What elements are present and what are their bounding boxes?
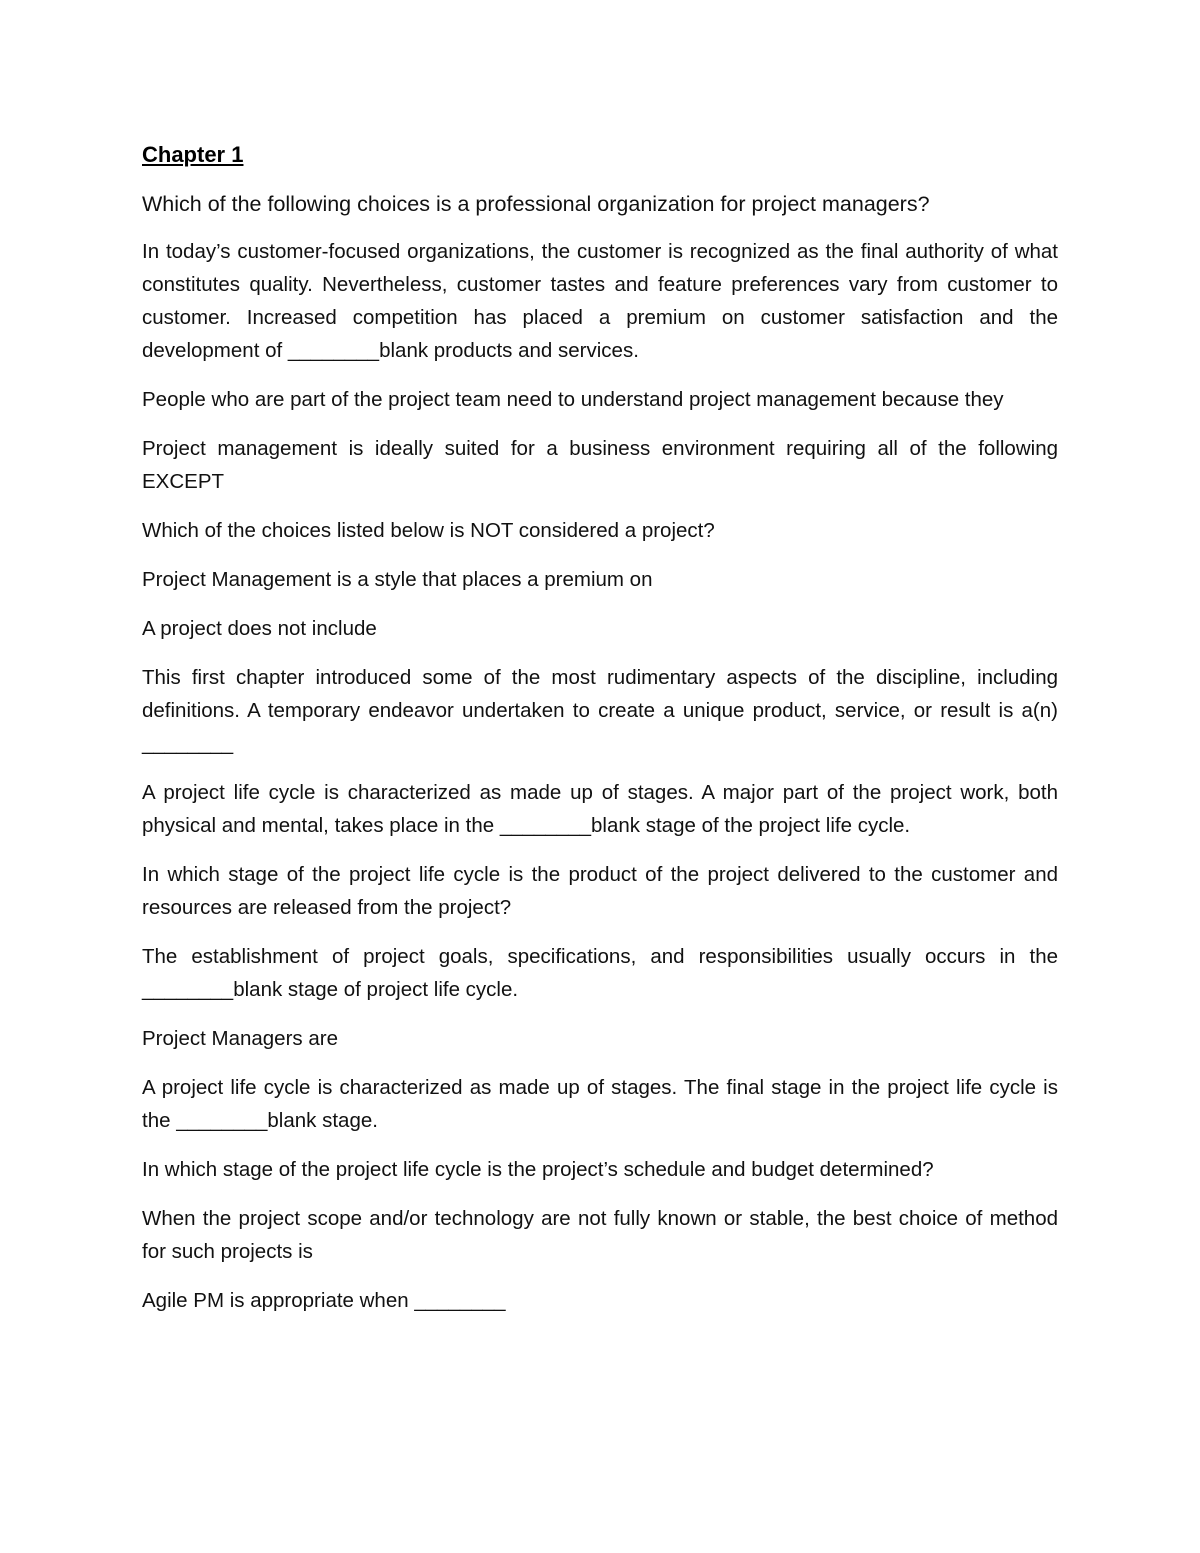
question-1: Which of the following choices is a professional organization for project managers? [142, 192, 930, 216]
question-11: The establishment of project goals, specifications, and responsibilities usually occurs in the ________blank stage of project life cycle. [142, 945, 1058, 1001]
question-4: Project management is ideally suited for a business environment requiring all of the following EXCEPT [142, 437, 1058, 493]
question-5: Which of the choices listed below is NOT considered a project? [142, 519, 715, 542]
chapter-title: Chapter 1 [142, 142, 244, 167]
question-12: Project Managers are [142, 1027, 338, 1050]
question-7: A project does not include [142, 617, 377, 640]
question-16: Agile PM is appropriate when ________ [142, 1289, 506, 1312]
question-6: Project Management is a style that places a premium on [142, 568, 653, 591]
question-14: In which stage of the project life cycle is the project’s schedule and budget determined? [142, 1158, 934, 1181]
question-8: This first chapter introduced some of the most rudimentary aspects of the discipline, including definitions. A temporary endeavor undertaken to create a unique product, service, or result is a(n) ________ [142, 666, 1058, 755]
question-3: People who are part of the project team need to understand project management because they [142, 388, 1004, 411]
question-15: When the project scope and/or technology are not fully known or stable, the best choice of method for such projects is [142, 1207, 1058, 1263]
question-9: A project life cycle is characterized as made up of stages. A major part of the project work, both physical and mental, takes place in the ________blank stage of the project life cycle. [142, 781, 1058, 837]
question-13: A project life cycle is characterized as made up of stages. The final stage in the project life cycle is the ________blank stage. [142, 1076, 1058, 1132]
document-content [142, 136, 1058, 1333]
question-10: In which stage of the project life cycle is the product of the project delivered to the customer and resources are released from the project? [142, 863, 1058, 919]
question-2: In today’s customer-focused organizations, the customer is recognized as the final authority of what constitutes quality. Nevertheless, customer tastes and feature preferences vary from customer to customer. Increased competition has placed a premium on customer satisfaction and the development of ________blank products and services. [142, 240, 1058, 362]
